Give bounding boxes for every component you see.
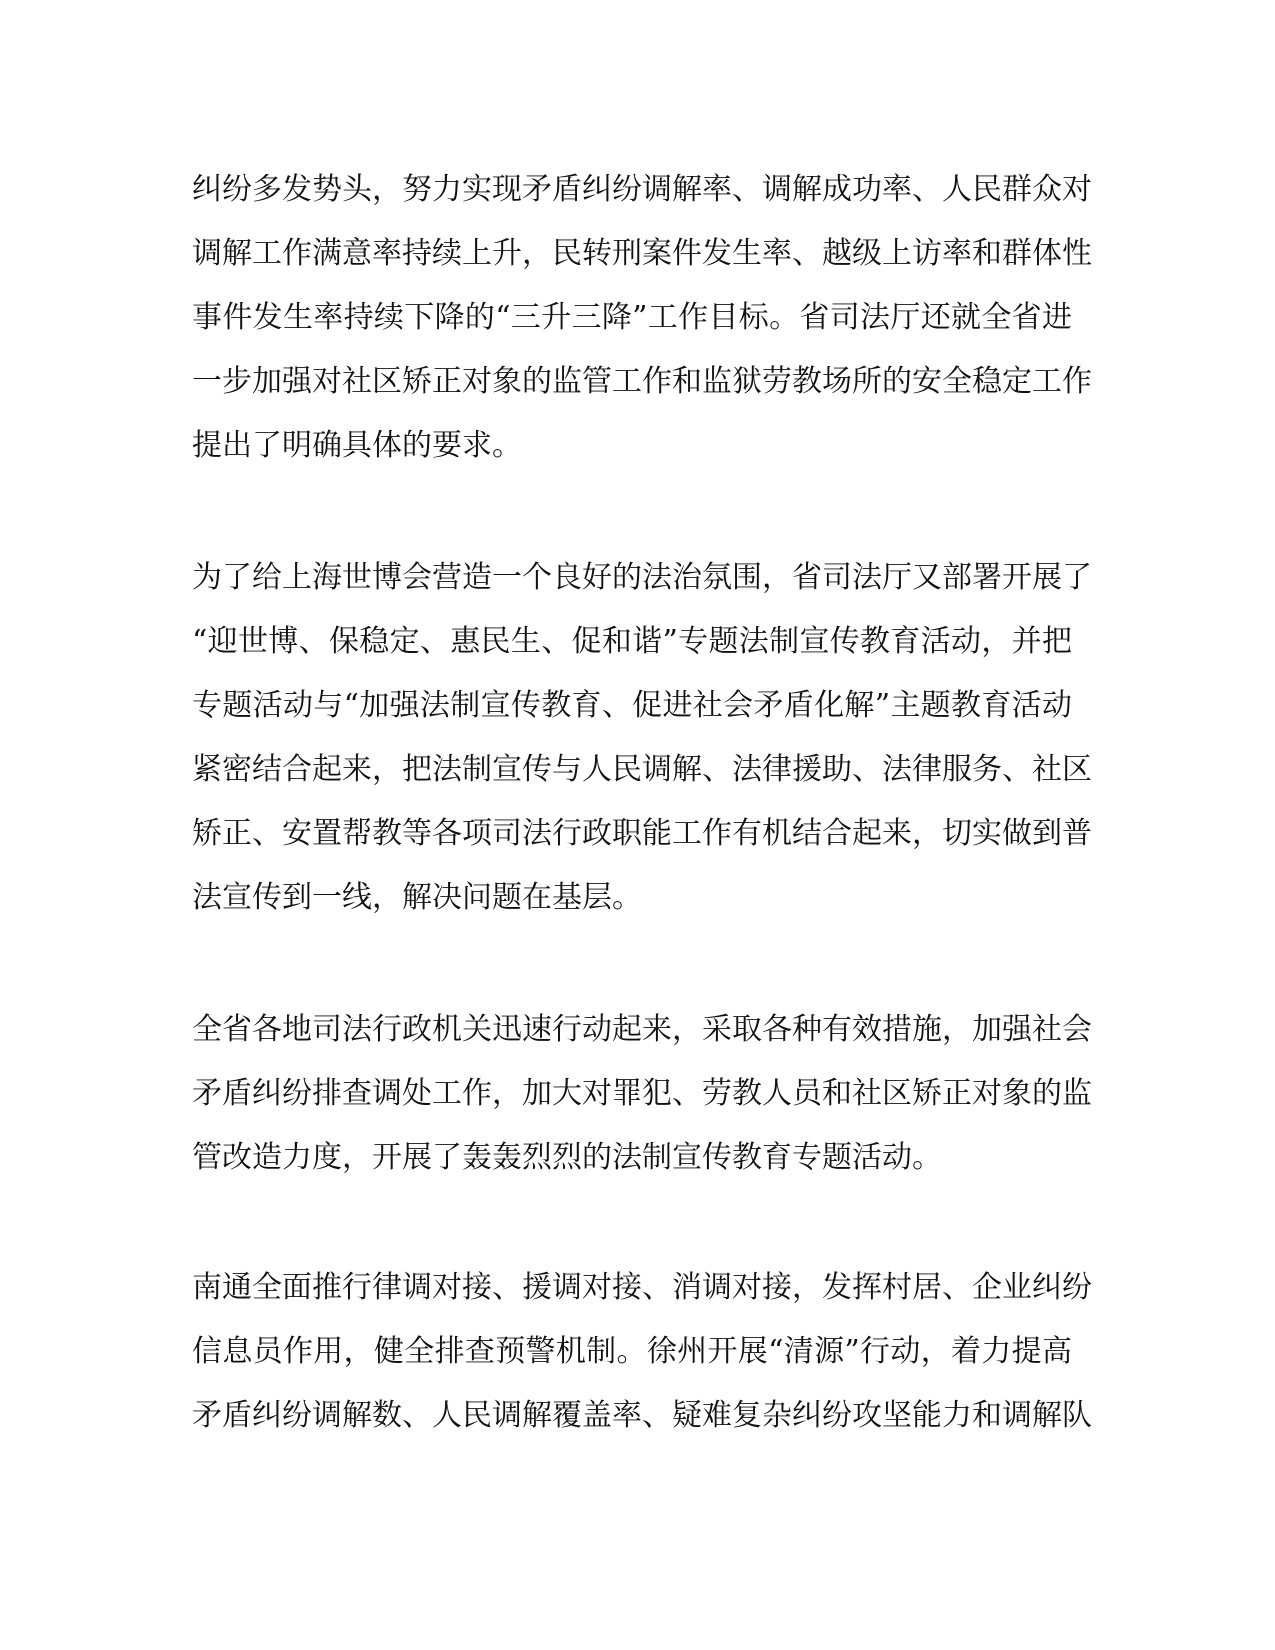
paragraph-3 (192, 998, 1092, 1190)
text-line: 南通全面推行律调对接、援调对接、消调对接，发挥村居、企业纠纷 (192, 1270, 1092, 1305)
text-line: 全省各地司法行政机关迅速行动起来，采取各种有效措施，加强社会 (192, 1012, 1092, 1047)
text-line: “迎世博、保稳定、惠民生、促和谐”专题法制宣传教育活动，并把 (192, 624, 1072, 659)
text-line: 一步加强对社区矫正对象的监管工作和监狱劳教场所的安全稳定工作 (192, 364, 1092, 399)
text-line: 管改造力度，开展了轰轰烈烈的法制宣传教育专题活动。 (192, 1140, 942, 1175)
text-line: 矫正、安置帮教等各项司法行政职能工作有机结合起来，切实做到普 (192, 816, 1092, 851)
text-line: 提出了明确具体的要求。 (192, 428, 522, 463)
paragraph-1 (192, 158, 1092, 478)
text-line: 信息员作用，健全排查预警机制。徐州开展“清源”行动，着力提高 (192, 1334, 1072, 1369)
text-line: 为了给上海世博会营造一个良好的法治氛围，省司法厅又部署开展了 (192, 560, 1092, 595)
text-line: 矛盾纠纷调解数、人民调解覆盖率、疑难复杂纠纷攻坚能力和调解队 (192, 1398, 1092, 1433)
text-line: 法宣传到一线，解决问题在基层。 (192, 880, 642, 915)
text-line: 调解工作满意率持续上升，民转刑案件发生率、越级上访率和群体性 (192, 236, 1092, 271)
text-line: 事件发生率持续下降的“三升三降”工作目标。省司法厅还就全省进 (192, 300, 1072, 335)
text-line: 纠纷多发势头，努力实现矛盾纠纷调解率、调解成功率、人民群众对 (192, 172, 1092, 207)
paragraph-4 (192, 1256, 1092, 1448)
text-line: 专题活动与“加强法制宣传教育、促进社会矛盾化解”主题教育活动 (192, 688, 1072, 723)
text-line: 矛盾纠纷排查调处工作，加大对罪犯、劳教人员和社区矫正对象的监 (192, 1076, 1092, 1111)
text-line: 紧密结合起来，把法制宣传与人民调解、法律援助、法律服务、社区 (192, 752, 1092, 787)
paragraph-2 (192, 546, 1092, 930)
